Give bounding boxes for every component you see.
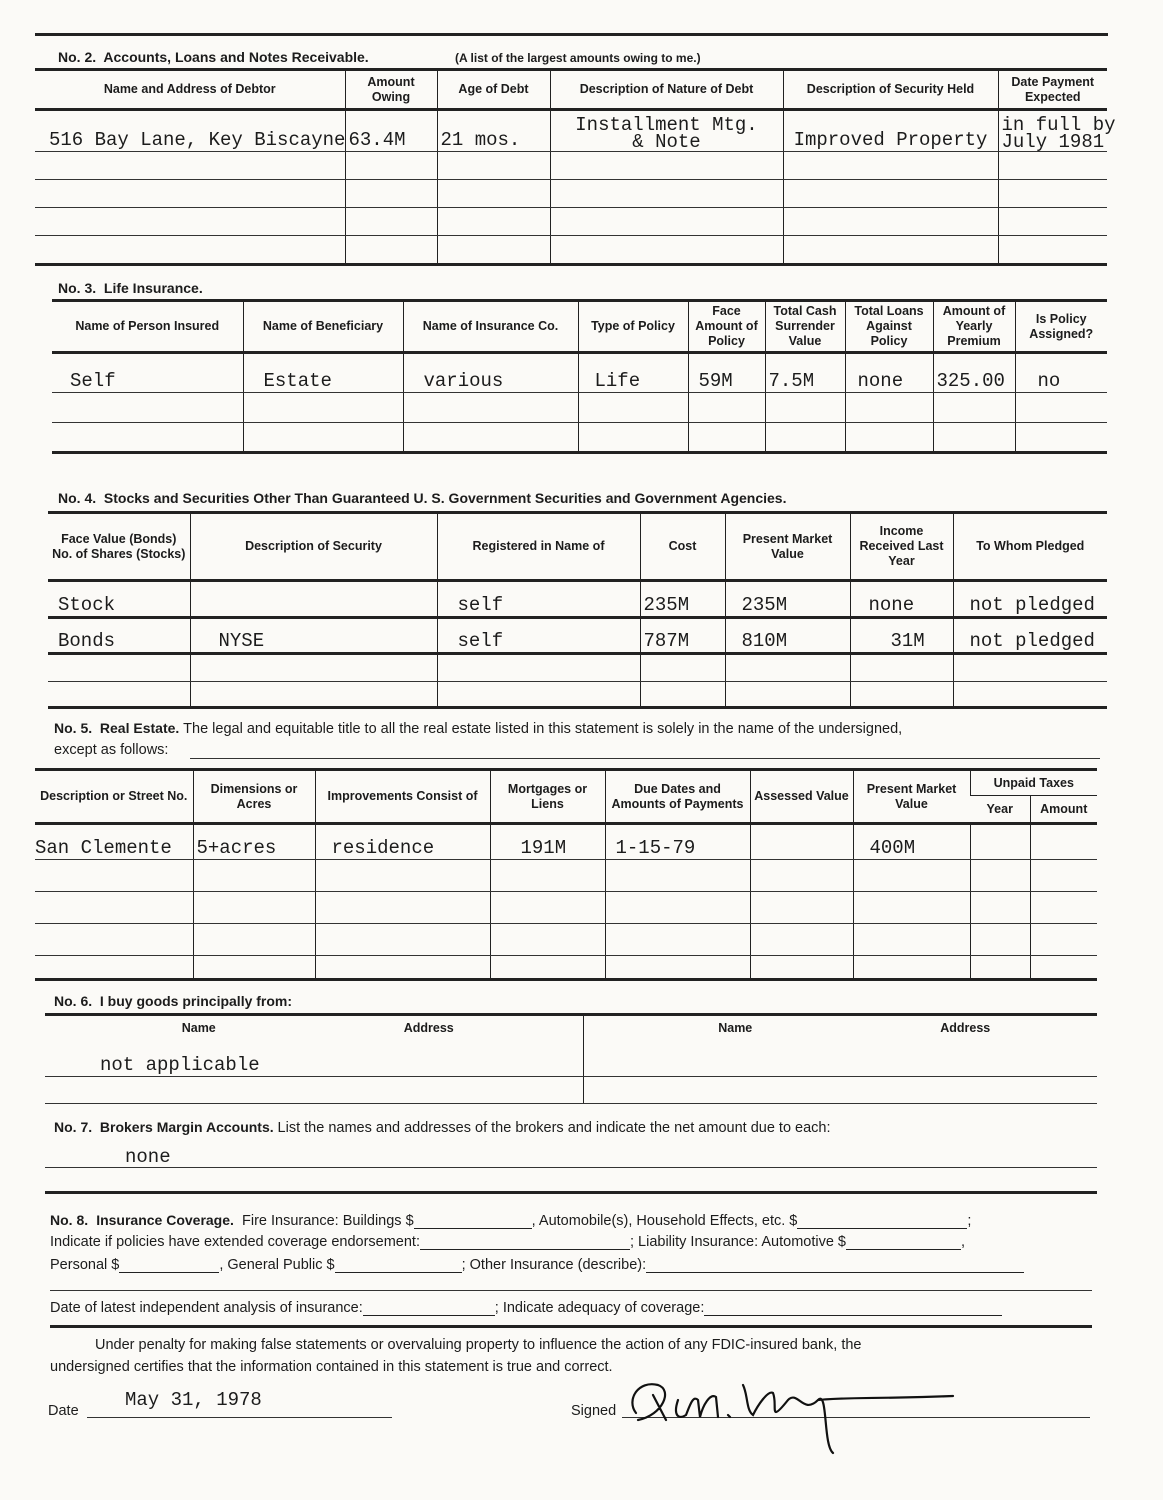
brokers-value: none <box>125 1146 171 1168</box>
col-header: Description of Nature of Debt <box>550 70 783 110</box>
divider <box>35 33 1108 36</box>
shares-cell: Stock <box>48 581 190 618</box>
section-3-title <box>58 280 203 296</box>
assessed-cell <box>750 824 853 860</box>
registered-cell: self <box>437 581 640 618</box>
col-header: Age of Debt <box>437 70 550 110</box>
adequacy-field[interactable] <box>704 1301 1002 1316</box>
debtor-cell: 516 Bay Lane, Key Biscayne <box>35 110 345 152</box>
col-header: Cost <box>640 513 725 581</box>
automotive-field[interactable] <box>846 1235 961 1250</box>
insurance-line-1 <box>50 1212 971 1229</box>
tax-amount-cell <box>1030 824 1097 860</box>
date-value: May 31, 1978 <box>125 1389 262 1411</box>
col-header: Present Market Value <box>853 770 970 824</box>
section-title: Insurance Coverage. <box>96 1212 234 1228</box>
col-header: Due Dates and Amounts of Payments <box>605 770 750 824</box>
col-header: Mortgages or Liens <box>490 770 605 824</box>
col-header: Year <box>970 796 1030 824</box>
col-header: Description of Security <box>190 513 437 581</box>
section-title: Life Insurance. <box>103 280 203 296</box>
general-public-field[interactable] <box>335 1258 462 1273</box>
table-row <box>48 618 1107 654</box>
market-value-cell: 400M <box>853 824 970 860</box>
tax-year-cell <box>970 824 1030 860</box>
col-header <box>45 1015 583 1041</box>
automobile-field[interactable] <box>797 1214 967 1229</box>
col-header: Name of Beneficiary <box>243 301 403 353</box>
date-line: July 1981 <box>1001 131 1105 153</box>
signature <box>618 1375 958 1455</box>
extended-coverage-field[interactable] <box>420 1235 630 1250</box>
col-header: Amount Owing <box>345 70 437 110</box>
certification-line-2: undersigned certifies that the information contained in this statement is true and correct. <box>50 1359 613 1375</box>
table-row <box>35 824 1097 860</box>
col-header: Amount of Yearly Premium <box>933 301 1015 353</box>
label: , <box>961 1234 966 1250</box>
divider <box>50 1325 1092 1328</box>
description-cell: NYSE <box>190 618 437 654</box>
pledged-cell: not pledged <box>953 618 1107 654</box>
section-number: No. 5. <box>54 720 93 736</box>
col-header: Description or Street No. <box>35 770 193 824</box>
label: Date of latest independent analysis of insurance: <box>50 1300 363 1316</box>
insurance-line-3 <box>50 1257 1024 1273</box>
label: , Automobile(s), Household Effects, etc. $ <box>531 1213 798 1229</box>
label: Personal $ <box>50 1257 120 1273</box>
insurance-co-cell: various <box>403 353 578 393</box>
buildings-field[interactable] <box>414 1214 532 1229</box>
col-header: Is Policy Assigned? <box>1015 301 1107 353</box>
suppliers-table <box>45 1013 1097 1104</box>
receivables-table <box>35 68 1116 266</box>
section-number: No. 4. <box>58 490 97 506</box>
col-header: Description of Security Held <box>783 70 998 110</box>
rule <box>45 1167 1097 1168</box>
section-2-note: (A list of the largest amounts owing to me.) <box>455 51 701 65</box>
col-header: Type of Policy <box>578 301 688 353</box>
date-label: Date <box>48 1403 79 1419</box>
age-cell: 21 mos. <box>437 110 550 152</box>
col-header: Name of Insurance Co. <box>403 301 578 353</box>
divider <box>45 1191 1097 1194</box>
section-number: No. 2. <box>58 49 97 65</box>
nature-line: Installment Mtg. <box>575 114 758 136</box>
certification-line-1: Under penalty for making false statements or overvaluing property to influence the action of any FDIC-insured bank, the <box>95 1337 862 1353</box>
col-header <box>583 1015 1097 1041</box>
col-header: Dimensions or Acres <box>193 770 315 824</box>
col-header: Face Amount of Policy <box>688 301 765 353</box>
cost-cell: 235M <box>640 581 725 618</box>
except-line <box>190 758 1100 759</box>
mortgage-cell: 191M <box>490 824 605 860</box>
col-header: Income Received Last Year <box>850 513 953 581</box>
policy-type-cell: Life <box>578 353 688 393</box>
section-title: Accounts, Loans and Notes Receivable. <box>103 49 369 65</box>
section-text: List the names and addresses of the brokers and indicate the net amount due to each: <box>277 1120 831 1136</box>
other-insurance-field[interactable] <box>646 1258 1024 1273</box>
insurance-line-2 <box>50 1234 965 1250</box>
col-header: Amount <box>1030 796 1097 824</box>
income-cell: 31M <box>850 618 953 654</box>
description-cell <box>190 581 437 618</box>
loans-cell: none <box>845 353 933 393</box>
due-dates-cell: 1-15-79 <box>605 824 750 860</box>
date-expected-cell <box>998 110 1116 153</box>
securities-table <box>48 511 1107 709</box>
personal-field[interactable] <box>119 1258 219 1273</box>
section-title: Brokers Margin Accounts. <box>99 1119 274 1135</box>
signed-label: Signed <box>571 1403 617 1419</box>
col-header: Unpaid Taxes <box>970 770 1097 796</box>
date-line: in full by <box>1001 114 1116 136</box>
nature-line: & Note <box>632 131 701 153</box>
market-value-cell: 810M <box>725 618 850 654</box>
col-header: Registered in Name of <box>437 513 640 581</box>
insurance-line-4 <box>50 1300 1002 1316</box>
section-2-title <box>58 49 369 65</box>
section-number: No. 8. <box>50 1212 89 1228</box>
table-row <box>35 110 1107 152</box>
pledged-cell: not pledged <box>953 581 1107 618</box>
assigned-cell: no <box>1015 353 1107 393</box>
section-5-title <box>54 720 902 737</box>
except-as-follows: except as follows: <box>54 742 169 758</box>
header-address: Address <box>940 1020 991 1035</box>
label: ; Indicate adequacy of coverage: <box>494 1300 705 1316</box>
label: ; Other Insurance (describe): <box>461 1257 647 1273</box>
col-header: Face Value (Bonds) No. of Shares (Stocks) <box>48 513 190 581</box>
acres-cell: 5+acres <box>193 824 315 860</box>
col-header: Date Payment Expected <box>998 70 1107 110</box>
table-row <box>48 581 1107 618</box>
improvements-cell: residence <box>315 824 490 860</box>
life-insurance-table <box>52 299 1107 454</box>
security-cell: Improved Property <box>783 110 998 152</box>
real-estate-table <box>35 768 1097 981</box>
section-text: The legal and equitable title to all the real estate listed in this statement is solely in the name of the undersigned, <box>183 721 903 737</box>
section-7-title <box>54 1119 831 1136</box>
col-header: Total Loans Against Policy <box>845 301 933 353</box>
cost-cell: 787M <box>640 618 725 654</box>
col-header: Name and Address of Debtor <box>35 70 345 110</box>
nature-cell <box>550 110 783 152</box>
label: Fire Insurance: Buildings $ <box>241 1213 414 1229</box>
section-title: I buy goods principally from: <box>99 993 293 1009</box>
section-title: Stocks and Securities Other Than Guaranteed U. S. Government Securities and Government Agencies. <box>103 490 787 506</box>
section-6-title <box>54 993 292 1009</box>
face-amount-cell: 59M <box>688 353 765 393</box>
amount-cell: 63.4M <box>345 110 437 152</box>
col-header: Total Cash Surrender Value <box>765 301 845 353</box>
income-cell: none <box>850 581 953 618</box>
rule <box>50 1290 1092 1291</box>
premium-cell: 325.00 <box>933 353 1015 393</box>
col-header: Improvements Consist of <box>315 770 490 824</box>
section-title: Real Estate. <box>99 720 180 736</box>
header-address: Address <box>403 1020 454 1035</box>
col-header: To Whom Pledged <box>953 513 1107 581</box>
supplier-cell: not applicable <box>45 1041 583 1077</box>
label: ; Liability Insurance: Automotive $ <box>629 1234 846 1250</box>
section-number: No. 7. <box>54 1119 93 1135</box>
label: Indicate if policies have extended coverage endorsement: <box>50 1234 420 1250</box>
col-header: Present Market Value <box>725 513 850 581</box>
col-header: Assessed Value <box>750 770 853 824</box>
section-number: No. 6. <box>54 993 93 1009</box>
street-cell: San Clemente <box>35 824 193 860</box>
label: ; <box>967 1213 972 1229</box>
header-name: Name <box>718 1020 753 1035</box>
date-line <box>87 1417 392 1418</box>
table-row <box>52 353 1107 393</box>
section-4-title <box>58 490 786 506</box>
analysis-date-field[interactable] <box>363 1301 495 1316</box>
insured-cell: Self <box>52 353 243 393</box>
market-value-cell: 235M <box>725 581 850 618</box>
shares-cell: Bonds <box>48 618 190 654</box>
section-number: No. 3. <box>58 280 97 296</box>
beneficiary-cell: Estate <box>243 353 403 393</box>
col-header: Name of Person Insured <box>52 301 243 353</box>
registered-cell: self <box>437 618 640 654</box>
table-row <box>45 1041 1097 1077</box>
header-name: Name <box>181 1020 216 1035</box>
label: , General Public $ <box>219 1257 335 1273</box>
cash-value-cell: 7.5M <box>765 353 845 393</box>
